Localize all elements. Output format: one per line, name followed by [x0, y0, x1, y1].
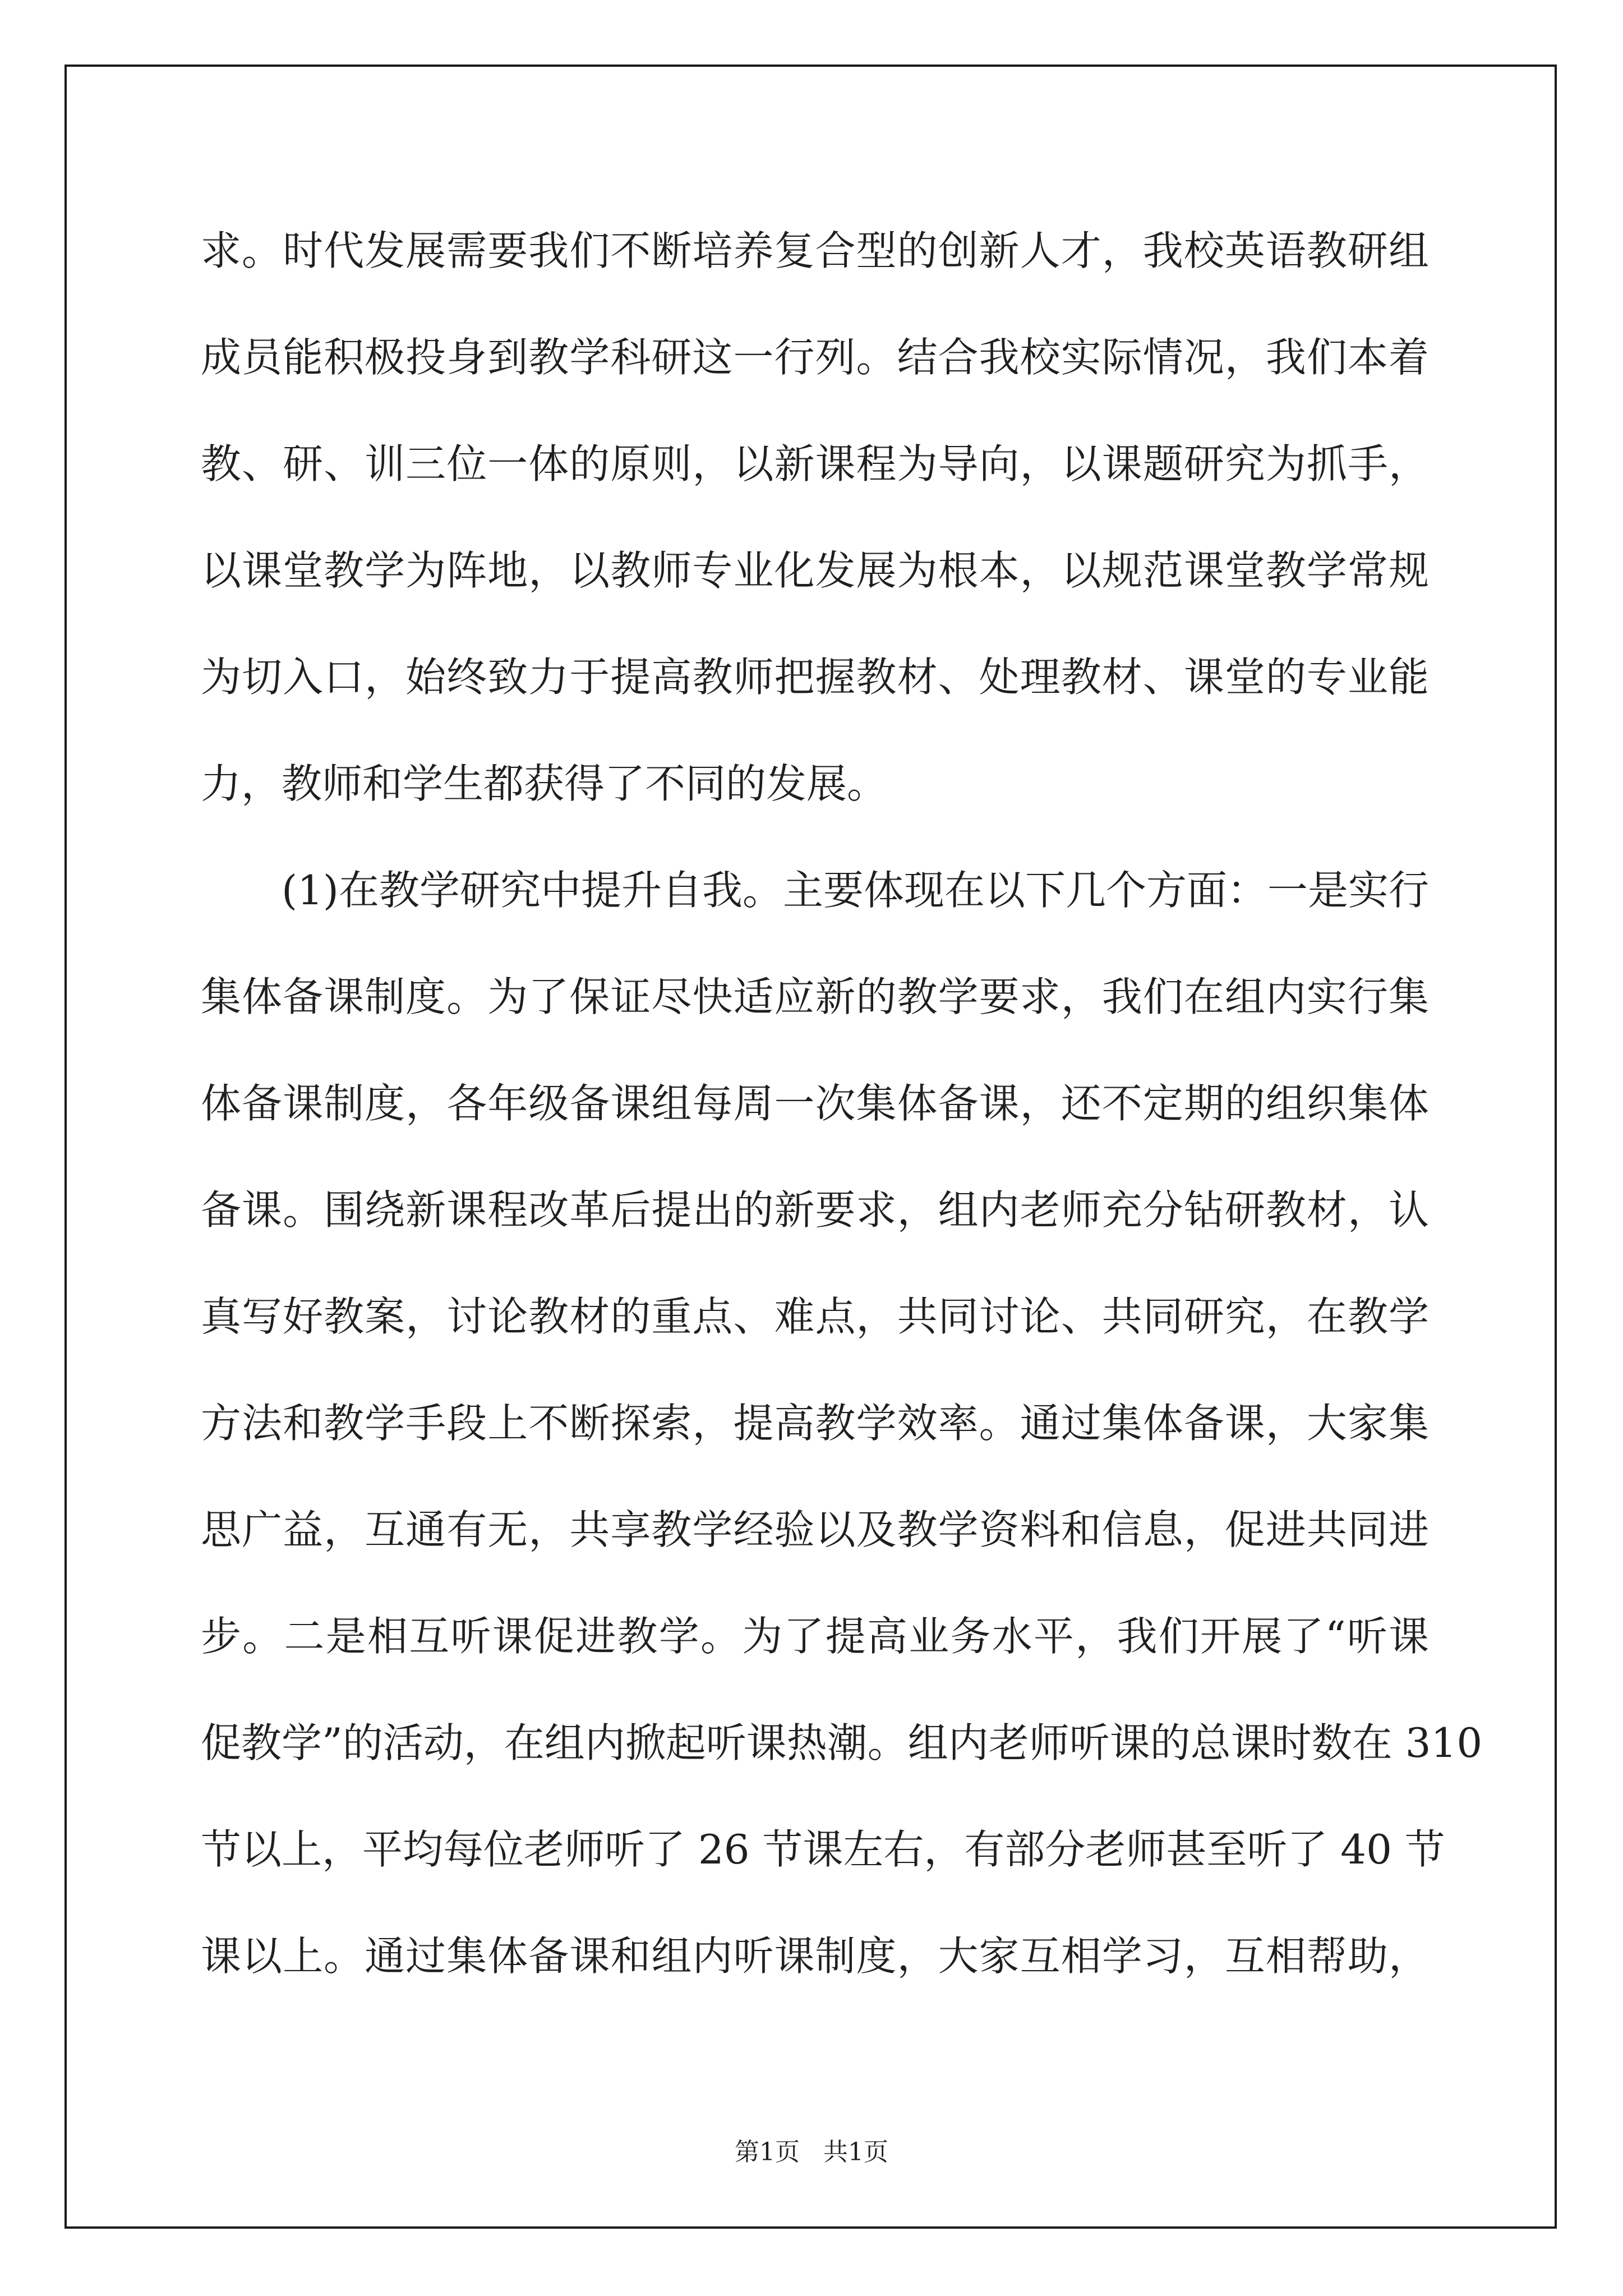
- text-line: 备课。围绕新课程改革后提出的新要求，组内老师充分钻研教材，认: [201, 1186, 1429, 1234]
- text-line: 集体备课制度。为了保证尽快适应新的教学要求，我们在组内实行集: [201, 973, 1429, 1020]
- text-line: 为切入口，始终致力于提高教师把握教材、处理教材、课堂的专业能: [201, 654, 1429, 701]
- page-total: 共1页: [823, 2138, 888, 2166]
- text-line: 体备课制度，各年级备课组每周一次集体备课，还不定期的组织集体: [201, 1080, 1429, 1127]
- text-line: 步。二是相互听课促进教学。为了提高业务水平，我们开展了“听课: [201, 1613, 1429, 1660]
- text-line: 促教学”的活动，在组内掀起听课热潮。组内老师听课的总课时数在 310: [201, 1719, 1483, 1766]
- text-line: 成员能积极投身到教学科研这一行列。结合我校实际情况，我们本着: [201, 334, 1429, 381]
- text-line: 求。时代发展需要我们不断培养复合型的创新人才，我校英语教研组: [201, 227, 1429, 274]
- paragraph-start-line: (1)在教学研究中提升自我。主要体现在以下几个方面：一是实行: [282, 867, 1429, 914]
- text-line: 真写好教案，讨论教材的重点、难点，共同讨论、共同研究，在教学: [201, 1293, 1429, 1340]
- document-body: [201, 209, 1483, 2021]
- text-line: 思广益，互通有无，共享教学经验以及教学资料和信息，促进共同进: [201, 1506, 1429, 1553]
- text-line: 方法和教学手段上不断探索，提高教学效率。通过集体备课，大家集: [201, 1400, 1429, 1447]
- text-line: 力，教师和学生都获得了不同的发展。: [201, 760, 888, 807]
- page-footer: [0, 2132, 1623, 2168]
- text-line: 节以上，平均每位老师听了 26 节课左右，有部分老师甚至听了 40 节: [201, 1826, 1445, 1873]
- text-line: 教、研、训三位一体的原则，以新课程为导向，以课题研究为抓手，: [201, 440, 1429, 487]
- text-line: 课以上。通过集体备课和组内听课制度，大家互相学习，互相帮助，: [201, 1932, 1429, 1980]
- page-number: 第1页: [735, 2138, 800, 2166]
- text-line: 以课堂教学为阵地，以教师专业化发展为根本，以规范课堂教学常规: [201, 547, 1429, 594]
